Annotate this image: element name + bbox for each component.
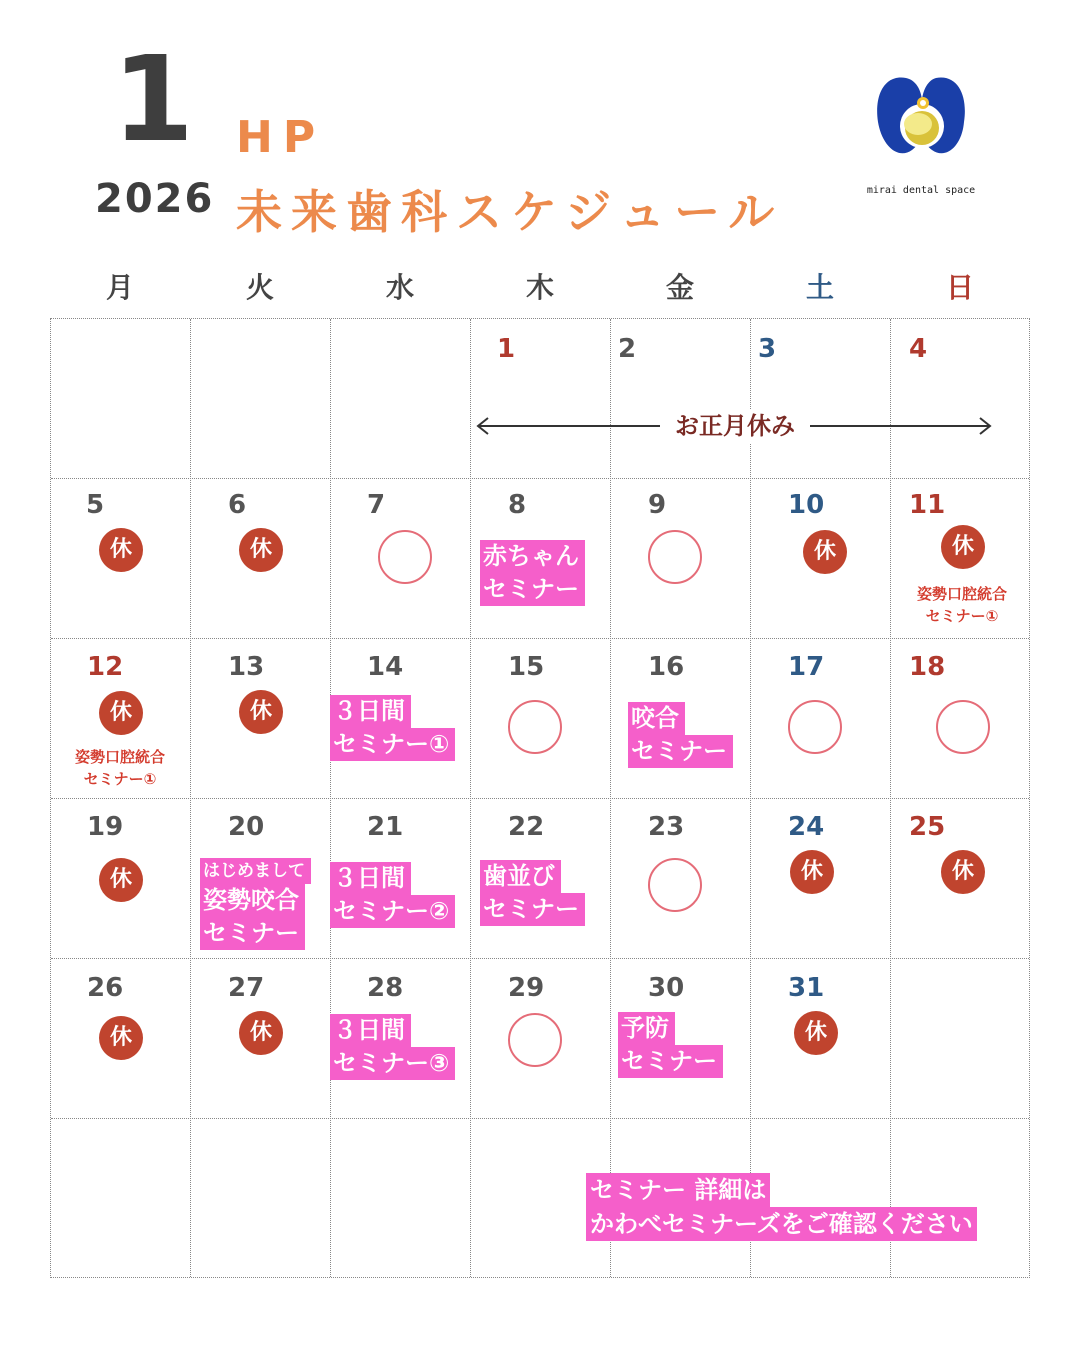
seminar-line: ３日間 — [330, 862, 411, 895]
seminar-line: セミナー — [200, 917, 305, 950]
page-title: 未来歯科スケジュール — [236, 185, 784, 239]
open-day-circle — [378, 530, 432, 584]
seminar-line: セミナー② — [330, 895, 455, 928]
day-number: 25 — [909, 812, 946, 842]
closed-badge: 休 — [239, 528, 283, 572]
open-day-circle — [508, 1013, 562, 1067]
grid-line — [51, 478, 1029, 479]
closed-badge: 休 — [99, 1016, 143, 1060]
year: 2026 — [95, 176, 215, 222]
closed-badge: 休 — [790, 850, 834, 894]
day-number: 23 — [648, 812, 685, 842]
open-day-circle — [936, 700, 990, 754]
seminar-label — [628, 702, 733, 768]
footer-note — [586, 1173, 977, 1241]
grid-line — [51, 798, 1029, 799]
seminar-line: はじめまして — [200, 858, 311, 884]
grid-line — [51, 638, 1029, 639]
seminar-note — [50, 746, 190, 790]
day-number: 1 — [497, 334, 516, 364]
seminar-label — [480, 540, 585, 606]
day-number: 31 — [788, 973, 825, 1003]
grid-line — [51, 1118, 1029, 1119]
seminar-line: セミナー① — [330, 728, 455, 761]
day-number: 4 — [909, 334, 928, 364]
seminar-line: セミナー — [480, 573, 585, 606]
logo-mark-icon — [866, 70, 976, 182]
seminar-line: セミナー③ — [330, 1047, 455, 1080]
day-number: 11 — [909, 490, 946, 520]
footer-note-line: かわべセミナーズをご確認ください — [586, 1207, 977, 1241]
day-number: 18 — [909, 652, 946, 682]
closed-badge: 休 — [239, 1011, 283, 1055]
seminar-line: 姿勢咬合 — [200, 884, 305, 917]
month-number: 1 — [112, 30, 195, 168]
day-number: 21 — [367, 812, 404, 842]
day-number: 12 — [87, 652, 124, 682]
weekday-thu: 木 — [525, 271, 554, 304]
day-number: 10 — [788, 490, 825, 520]
weekday-tue: 火 — [245, 271, 274, 304]
seminar-note — [892, 583, 1032, 627]
seminar-line: ３日間 — [330, 1014, 411, 1047]
closed-badge: 休 — [941, 850, 985, 894]
day-number: 14 — [367, 652, 404, 682]
day-number: 16 — [648, 652, 685, 682]
grid-line — [51, 958, 1029, 959]
seminar-line: ３日間 — [330, 695, 411, 728]
logo-text: mirai dental space — [866, 185, 976, 196]
seminar-label — [330, 862, 455, 928]
open-day-circle — [508, 700, 562, 754]
seminar-note-line: 姿勢口腔統合 — [74, 748, 165, 766]
seminar-line: 歯並び — [480, 860, 561, 893]
day-number: 13 — [228, 652, 265, 682]
seminar-label — [330, 695, 455, 761]
seminar-line: セミナー — [480, 893, 585, 926]
day-number: 7 — [367, 490, 386, 520]
day-number: 15 — [508, 652, 545, 682]
day-number: 3 — [758, 334, 777, 364]
footer-note-line: セミナー 詳細は — [586, 1173, 770, 1207]
clinic-logo — [866, 70, 976, 198]
day-number: 6 — [228, 490, 247, 520]
calendar-grid — [50, 318, 1030, 1278]
seminar-note-line: セミナー① — [925, 607, 999, 625]
seminar-line: セミナー — [618, 1045, 723, 1078]
closed-badge: 休 — [803, 530, 847, 574]
day-number: 24 — [788, 812, 825, 842]
weekday-wed: 水 — [385, 271, 414, 304]
day-number: 28 — [367, 973, 404, 1003]
seminar-label — [330, 1014, 455, 1080]
day-number: 5 — [86, 490, 105, 520]
closed-badge: 休 — [794, 1011, 838, 1055]
day-number: 8 — [508, 490, 527, 520]
open-day-circle — [648, 530, 702, 584]
day-number: 22 — [508, 812, 545, 842]
open-day-circle — [788, 700, 842, 754]
day-number: 26 — [87, 973, 124, 1003]
open-day-circle — [648, 858, 702, 912]
weekday-sun: 日 — [945, 271, 974, 304]
title-hp: HP — [236, 112, 326, 163]
day-number: 20 — [228, 812, 265, 842]
day-number: 19 — [87, 812, 124, 842]
closed-badge: 休 — [99, 528, 143, 572]
day-number: 2 — [618, 334, 637, 364]
seminar-line: セミナー — [628, 735, 733, 768]
closed-badge: 休 — [99, 858, 143, 902]
weekday-fri: 金 — [665, 271, 694, 304]
seminar-line: 予防 — [618, 1012, 675, 1045]
seminar-label — [618, 1012, 723, 1078]
closed-badge: 休 — [941, 525, 985, 569]
day-number: 29 — [508, 973, 545, 1003]
day-number: 30 — [648, 973, 685, 1003]
closed-badge: 休 — [99, 691, 143, 735]
seminar-label — [200, 858, 311, 950]
seminar-line: 咬合 — [628, 702, 685, 735]
seminar-note-line: 姿勢口腔統合 — [916, 585, 1007, 603]
closed-badge: 休 — [239, 690, 283, 734]
seminar-note-line: セミナー① — [83, 770, 157, 788]
day-number: 17 — [788, 652, 825, 682]
seminar-line: 赤ちゃん — [480, 540, 585, 573]
weekday-mon: 月 — [105, 271, 134, 304]
day-number: 9 — [648, 490, 667, 520]
holiday-label: お正月休み — [660, 409, 810, 443]
weekday-sat: 土 — [805, 271, 834, 304]
seminar-label — [480, 860, 585, 926]
day-number: 27 — [228, 973, 265, 1003]
